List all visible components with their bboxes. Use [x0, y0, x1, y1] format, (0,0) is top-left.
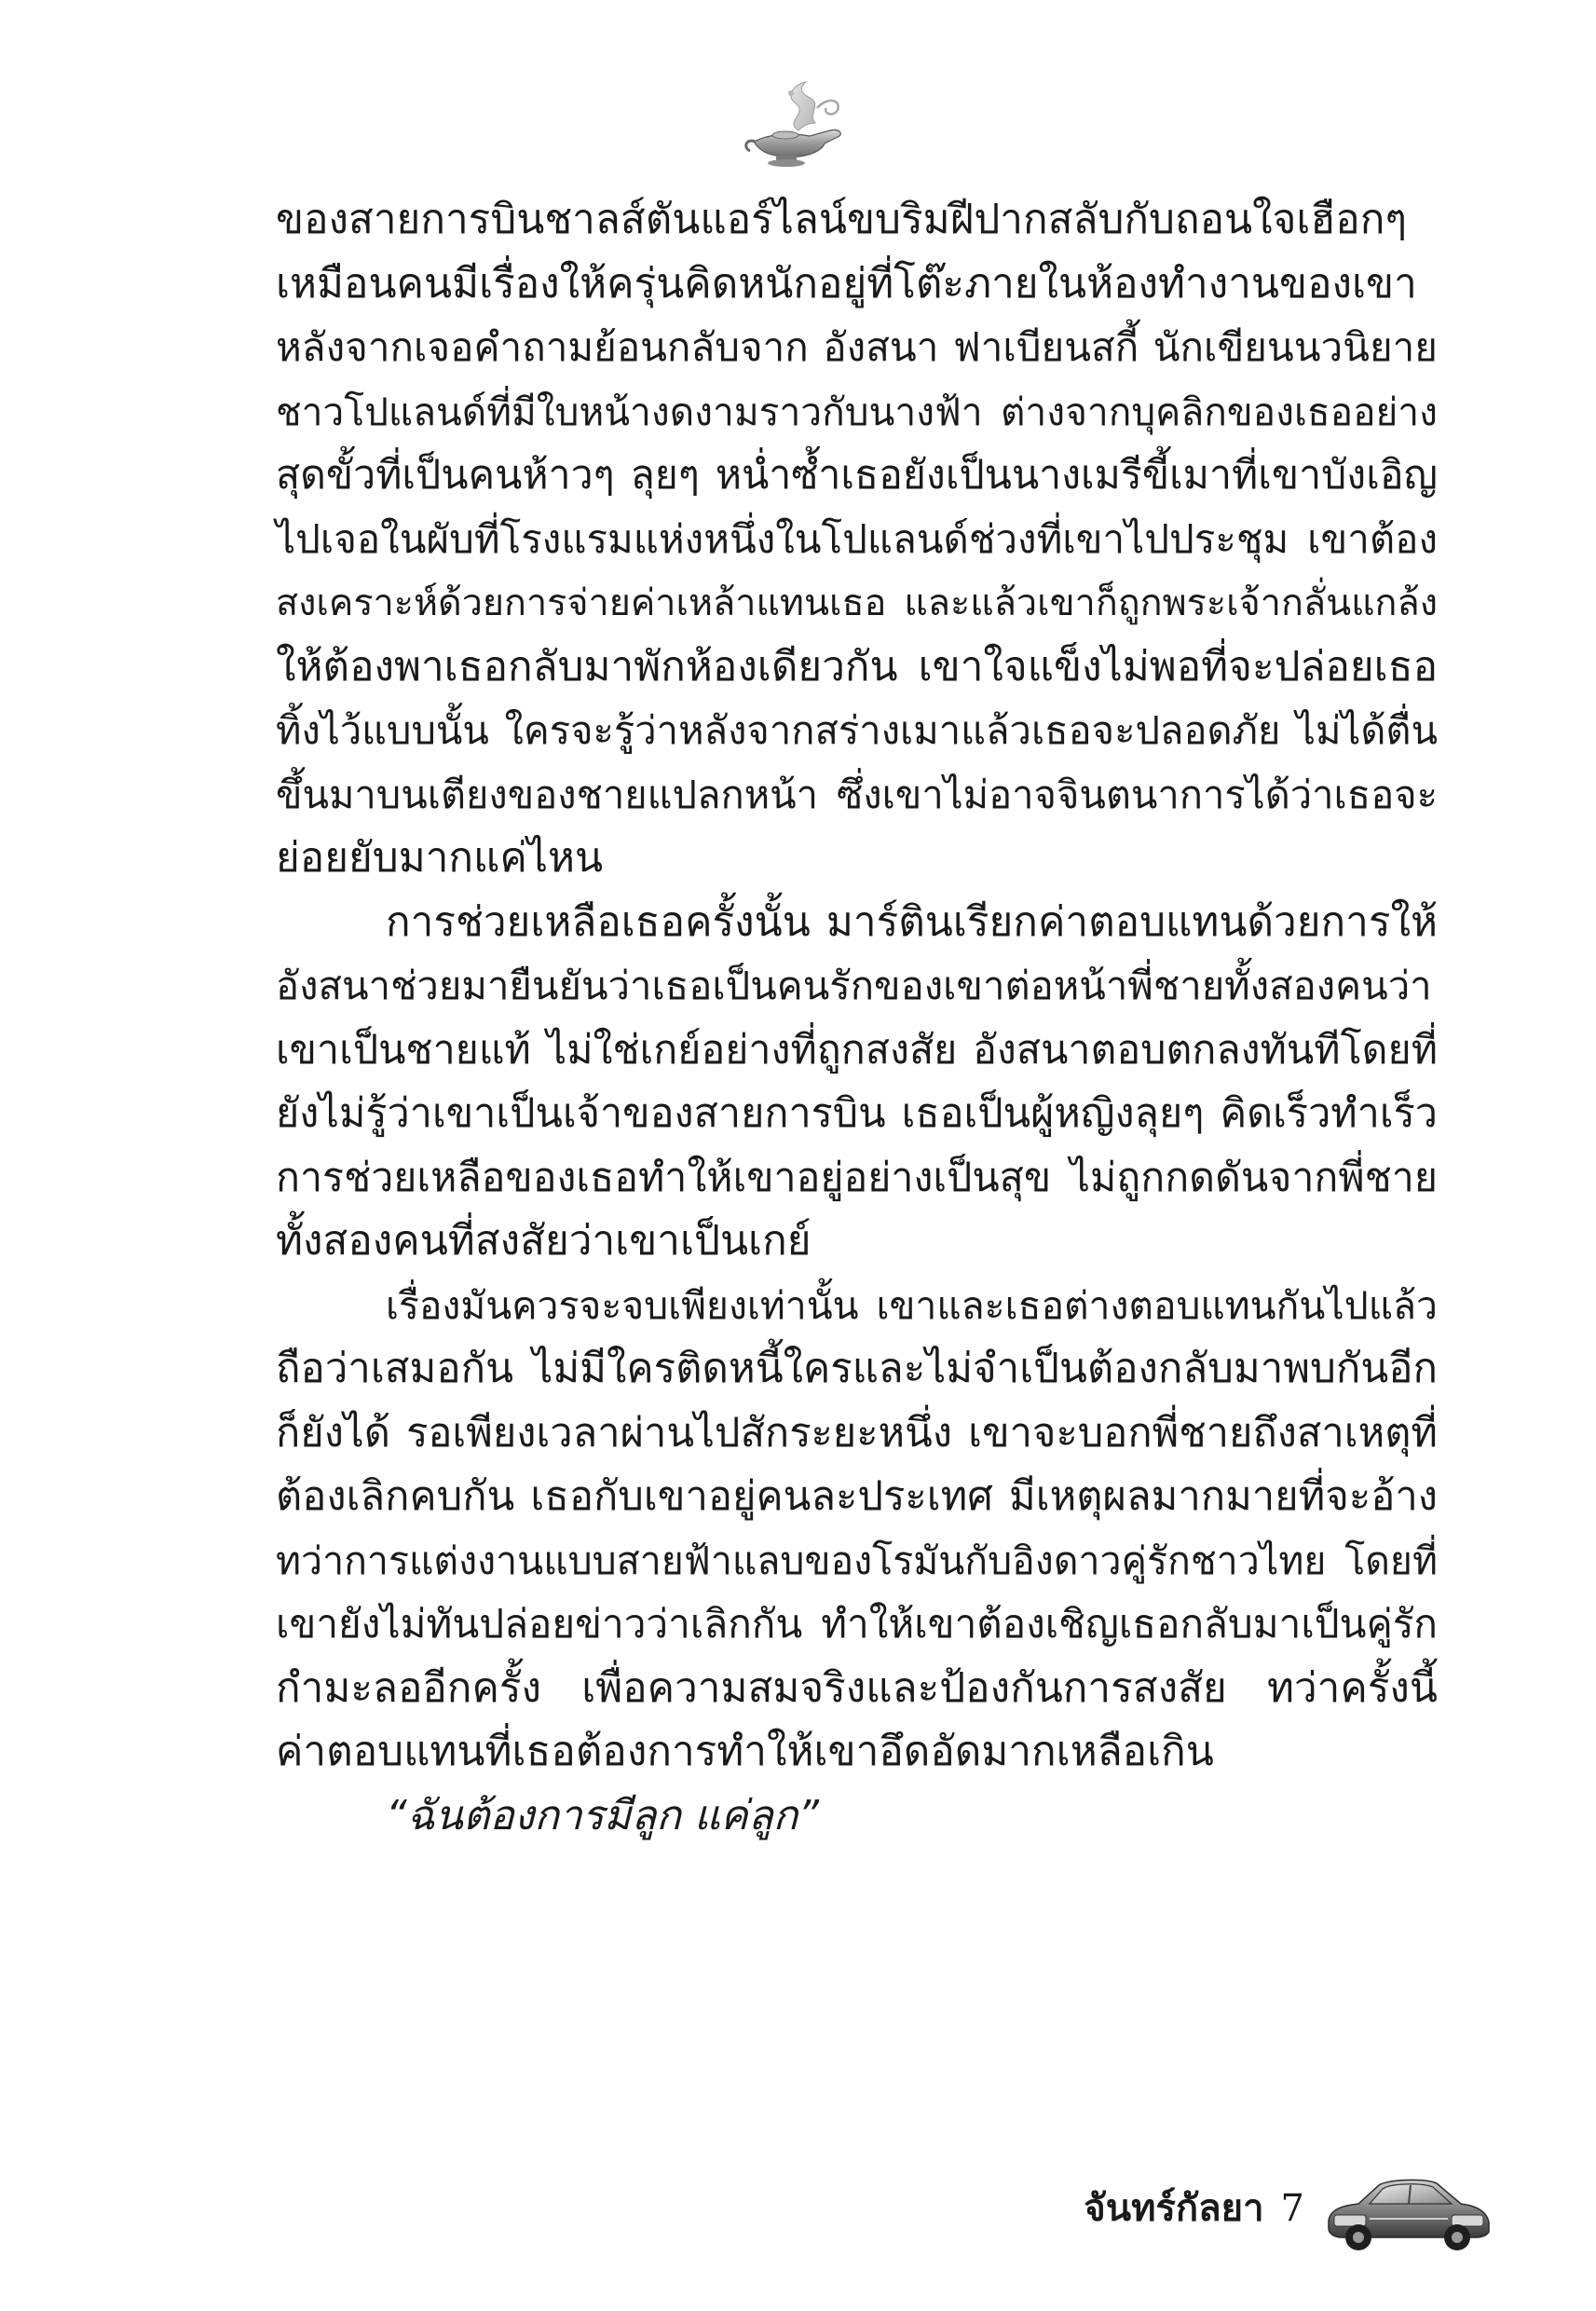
text-line: ถือว่าเสมอกัน ไม่มีใครติดหนี้ใครและไม่จำเป็นต้องกลับมาพบกันอีก — [276, 1345, 1438, 1392]
text-line: ค่าตอบแทนที่เธอต้องการทำให้เขาอึดอัดมากเหลือเกิน — [276, 1728, 1214, 1775]
body-text — [276, 188, 1438, 1848]
text-line: ทั้งสองคนที่สงสัยว่าเขาเป็นเกย์ — [276, 1217, 812, 1265]
text-line: เขายังไม่ทันปล่อยข่าวว่าเลิกกัน ทำให้เขาต้องเชิญเธอกลับมาเป็นคู่รัก — [276, 1601, 1438, 1647]
page-number: 7 — [1280, 2187, 1304, 2230]
text-line: ให้ต้องพาเธอกลับมาพักห้องเดียวกัน เขาใจแข็งไม่พอที่จะปล่อยเธอ — [276, 642, 1438, 691]
text-line: ทว่าการแต่งงานแบบสายฟ้าแลบของโรมันกับอิงดาวคู่รักชาวไทย โดยที่ — [276, 1538, 1438, 1583]
paragraph-3 — [276, 1274, 1438, 1785]
text-line: การช่วยเหลือของเธอทำให้เขาอยู่อย่างเป็นสุข ไม่ถูกกดดันจากพี่ชาย — [276, 1154, 1438, 1201]
text-line: การช่วยเหลือเธอครั้งนั้น มาร์ตินเรียกค่าตอบแทนด้วยการให้ — [386, 897, 1438, 946]
genie-lamp-icon — [737, 76, 858, 170]
text-line: ย่อยยับมากแค่ไหน — [276, 834, 604, 882]
text-line: ก็ยังได้ รอเพียงเวลาผ่านไปสักระยะหนึ่ง เขาจะบอกพี่ชายถึงสาเหตุที่ — [276, 1409, 1438, 1456]
text-line: กำมะลออีกครั้ง เพื่อความสมจริงและป้องกันการสงสัย ทว่าครั้งนี้ — [276, 1663, 1438, 1712]
text-line: อังสนาช่วยมายืนยันว่าเธอเป็นคนรักของเขาต่อหน้าพี่ชายทั้งสองคนว่า — [276, 963, 1432, 1008]
text-line: ต้องเลิกคบกัน เธอกับเขาอยู่คนละประเทศ มีเหตุผลมากมายที่จะอ้าง — [276, 1473, 1438, 1520]
quote-paragraph — [276, 1785, 1438, 1849]
author-name: จันทร์กัลยา — [1084, 2187, 1264, 2230]
text-line: ทิ้งไว้แบบนั้น ใครจะรู้ว่าหลังจากสร่างเมาแล้วเธอจะปลอดภัย ไม่ได้ตื่น — [276, 707, 1438, 753]
text-line: สุดขั้วที่เป็นคนห้าวๆ ลุยๆ หน่ำซ้ำเธอยังเป็นนางเมรีขี้เมาที่เขาบังเอิญ — [276, 452, 1438, 499]
text-line: เหมือนคนมีเรื่องให้ครุ่นคิดหนักอยู่ที่โต๊ะภายในห้องทำงานของเขา — [276, 259, 1417, 308]
paragraph-2 — [276, 891, 1438, 1274]
text-line: ยังไม่รู้ว่าเขาเป็นเจ้าของสายการบิน เธอเป็นผู้หญิงลุยๆ คิดเร็วทำเร็ว — [276, 1090, 1438, 1137]
text-line: ไปเจอในผับที่โรงแรมแห่งหนึ่งในโปแลนด์ช่วงที่เขาไปประชุม เขาต้อง — [276, 515, 1438, 562]
page-footer — [1071, 2181, 1304, 2236]
text-line: สงเคราะห์ด้วยการจ่ายค่าเหล้าแทนเธอ และแล้วเขาก็ถูกพระเจ้ากลั่นแกล้ง — [276, 581, 1438, 624]
text-line: เขาเป็นชายแท้ ไม่ใช่เกย์อย่างที่ถูกสงสัย อังสนาตอบตกลงทันทีโดยที่ — [276, 1026, 1438, 1073]
classic-car-icon — [1321, 2167, 1494, 2255]
text-line: ของสายการบินชาลส์ตันแอร์ไลน์ขบริมฝีปากสลับกับถอนใจเฮือกๆ — [276, 196, 1407, 243]
text-line: ชาวโปแลนด์ที่มีใบหน้างดงามราวกับนางฟ้า ต่างจากบุคลิกของเธออย่าง — [276, 389, 1438, 434]
text-line: เรื่องมันควรจะจบเพียงเท่านั้น เขาและเธอต่างตอบแทนกันไปแล้ว — [386, 1282, 1438, 1328]
quote-line: “ฉันต้องการมีลูก แค่ลูก” — [386, 1791, 820, 1839]
paragraph-1 — [276, 188, 1438, 891]
text-line: หลังจากเจอคำถามย้อนกลับจาก อังสนา ฟาเบียนสกี้ นักเขียนนวนิยาย — [276, 324, 1438, 370]
text-line: ขึ้นมาบนเตียงของชายแปลกหน้า ซึ่งเขาไม่อาจจินตนาการได้ว่าเธอจะ — [276, 771, 1438, 817]
